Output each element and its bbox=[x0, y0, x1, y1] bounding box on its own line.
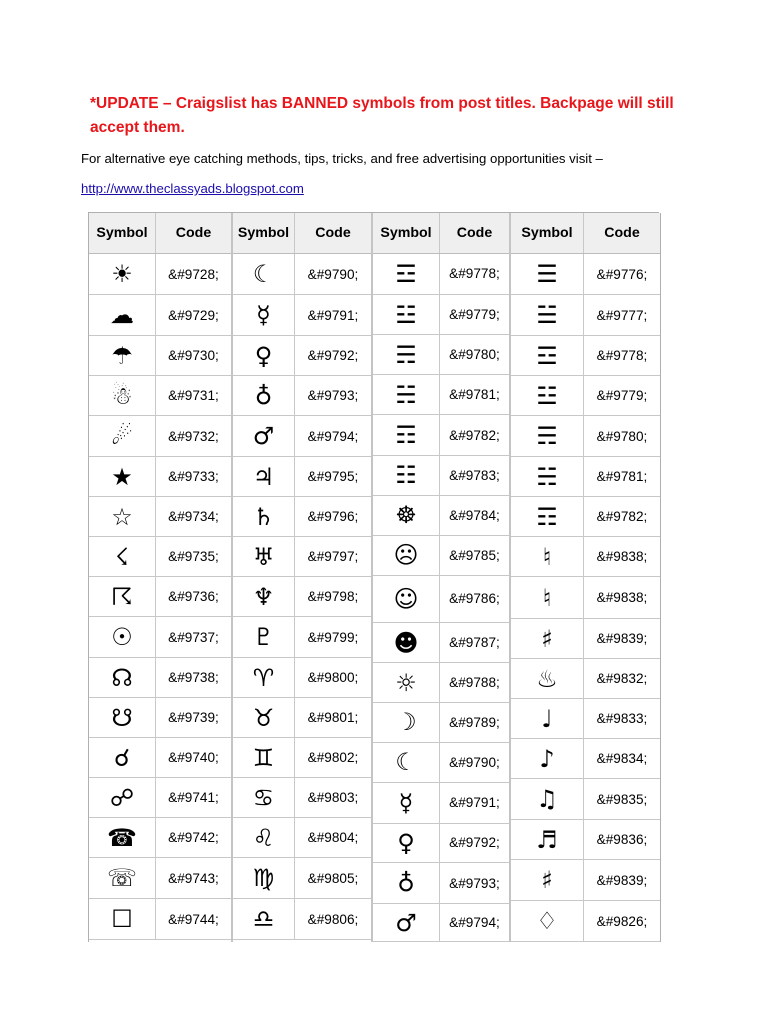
table-row bbox=[233, 858, 371, 899]
update-notice bbox=[90, 92, 690, 140]
symbol-code: &#9793; bbox=[307, 388, 359, 403]
symbol-glyph: ♬ bbox=[511, 820, 584, 859]
symbol-code: &#9839; bbox=[596, 872, 648, 888]
table-header-row bbox=[511, 213, 660, 254]
table-row bbox=[89, 336, 231, 376]
table-row bbox=[89, 457, 231, 497]
table-row bbox=[511, 457, 660, 497]
table-row bbox=[233, 899, 371, 940]
symbol-glyph: ☴ bbox=[511, 416, 584, 456]
table-row bbox=[233, 577, 371, 617]
symbol-code: &#9838; bbox=[596, 590, 648, 605]
symbol-code: &#9783; bbox=[449, 467, 500, 483]
symbol-glyph: ☵ bbox=[373, 375, 440, 414]
symbol-glyph: ☾ bbox=[233, 254, 295, 294]
table-row bbox=[89, 577, 231, 617]
symbol-glyph: ☰ bbox=[511, 254, 584, 294]
symbol-glyph: ☺ bbox=[373, 576, 440, 623]
symbol-code: &#9826; bbox=[596, 913, 648, 929]
symbol-glyph: ☏ bbox=[89, 858, 156, 898]
symbol-code: &#9835; bbox=[596, 791, 648, 807]
symbol-glyph: ☲ bbox=[511, 336, 584, 375]
code-header: Code bbox=[440, 213, 509, 253]
symbol-glyph: ☼ bbox=[373, 663, 440, 702]
table-row bbox=[89, 818, 231, 858]
symbol-code: &#9742; bbox=[168, 830, 219, 845]
symbol-glyph: ☾ bbox=[373, 743, 440, 782]
symbol-glyph: ♯ bbox=[511, 860, 584, 900]
symbol-code: &#9731; bbox=[168, 388, 219, 403]
table-row bbox=[233, 295, 371, 336]
symbol-code: &#9734; bbox=[168, 509, 219, 524]
table-row bbox=[89, 537, 231, 577]
symbol-code: &#9738; bbox=[168, 670, 219, 685]
symbol-code: &#9805; bbox=[307, 870, 359, 886]
table-row bbox=[89, 858, 231, 899]
symbol-code: &#9732; bbox=[168, 428, 219, 444]
symbol-glyph: ♨ bbox=[511, 659, 584, 698]
symbol-code: &#9799; bbox=[307, 629, 359, 645]
table-row bbox=[373, 783, 509, 824]
table-row bbox=[233, 778, 371, 818]
table-row bbox=[511, 577, 660, 619]
symbol-code: &#9786; bbox=[449, 591, 500, 607]
symbol-glyph: ♃ bbox=[233, 457, 295, 496]
table-row bbox=[373, 863, 509, 904]
table-row bbox=[233, 617, 371, 658]
table-row bbox=[89, 899, 231, 940]
table-row bbox=[233, 537, 371, 577]
symbol-code: &#9804; bbox=[307, 830, 359, 845]
table-header-row bbox=[233, 213, 371, 254]
symbol-code: &#9780; bbox=[596, 428, 648, 444]
symbol-glyph: ☆ bbox=[89, 497, 156, 536]
symbol-code: &#9739; bbox=[168, 710, 219, 725]
table-row bbox=[89, 617, 231, 658]
symbol-code: &#9736; bbox=[168, 589, 219, 604]
symbol-code: &#9839; bbox=[596, 631, 648, 646]
symbol-glyph: ☿ bbox=[233, 295, 295, 335]
symbol-code: &#9806; bbox=[307, 911, 359, 927]
table-row bbox=[233, 698, 371, 738]
table-row bbox=[511, 820, 660, 860]
symbol-glyph: ♉ bbox=[233, 698, 295, 737]
table-row bbox=[233, 457, 371, 497]
symbol-glyph: ☈ bbox=[89, 577, 156, 616]
symbol-code: &#9798; bbox=[307, 589, 359, 604]
table-row bbox=[233, 336, 371, 376]
symbol-code: &#9741; bbox=[168, 790, 219, 805]
symbol-glyph: ♂ bbox=[233, 416, 295, 456]
table-row bbox=[373, 415, 509, 456]
symbol-glyph: ☹ bbox=[373, 536, 440, 575]
symbol-code: &#9728; bbox=[168, 266, 219, 282]
symbol-code: &#9744; bbox=[168, 911, 219, 927]
symbol-code: &#9781; bbox=[596, 469, 648, 484]
table-row bbox=[511, 497, 660, 537]
symbol-glyph: ☎ bbox=[89, 818, 156, 857]
table-row bbox=[89, 497, 231, 537]
table-column-group bbox=[233, 213, 373, 942]
table-row bbox=[89, 254, 231, 295]
table-row bbox=[511, 779, 660, 820]
symbol-glyph: ☵ bbox=[511, 457, 584, 496]
table-row bbox=[373, 703, 509, 743]
symbol-code: &#9836; bbox=[596, 832, 648, 847]
symbol-glyph: ♀ bbox=[373, 824, 440, 863]
symbol-glyph: ♇ bbox=[233, 617, 295, 657]
symbol-code: &#9788; bbox=[449, 675, 500, 691]
symbol-code: &#9794; bbox=[307, 428, 359, 444]
table-row bbox=[89, 658, 231, 698]
symbol-glyph: ☷ bbox=[373, 456, 440, 495]
table-row bbox=[511, 336, 660, 376]
update-notice-line-2: accept them. bbox=[90, 119, 185, 136]
symbol-code: &#9776; bbox=[596, 266, 648, 282]
symbol-glyph: ♁ bbox=[233, 376, 295, 415]
symbol-glyph: ♩ bbox=[511, 699, 584, 738]
table-row bbox=[373, 743, 509, 783]
symbol-glyph: ☌ bbox=[89, 738, 156, 777]
table-row bbox=[233, 658, 371, 698]
symbol-code: &#9803; bbox=[307, 790, 359, 805]
table-row bbox=[511, 416, 660, 457]
table-row bbox=[511, 901, 660, 942]
update-notice-line-1: *UPDATE – Craigslist has BANNED symbols from post titles. Backpage will still bbox=[90, 95, 674, 112]
symbol-glyph: ☱ bbox=[511, 295, 584, 335]
table-row bbox=[373, 663, 509, 703]
table-row bbox=[89, 738, 231, 778]
symbol-glyph: ♆ bbox=[233, 577, 295, 616]
intro-text: For alternative eye catching methods, tips, tricks, and free advertising opportunities visit – bbox=[81, 151, 603, 166]
table-row bbox=[373, 335, 509, 375]
code-header: Code bbox=[295, 213, 371, 253]
symbol-code-table bbox=[88, 212, 659, 942]
table-row bbox=[511, 376, 660, 416]
table-row bbox=[373, 536, 509, 576]
symbol-glyph: ♈ bbox=[233, 658, 295, 697]
symbol-glyph: ☇ bbox=[89, 537, 156, 576]
symbol-code: &#9729; bbox=[168, 307, 219, 323]
symbol-glyph: ♊ bbox=[233, 738, 295, 777]
symbol-glyph: ♌ bbox=[233, 818, 295, 857]
code-header: Code bbox=[156, 213, 231, 253]
symbol-glyph: ☽ bbox=[373, 703, 440, 742]
symbol-glyph: ☶ bbox=[373, 415, 440, 455]
symbol-code: &#9782; bbox=[596, 509, 648, 524]
symbol-glyph: ♋ bbox=[233, 778, 295, 817]
symbol-code: &#9794; bbox=[449, 915, 500, 931]
symbol-glyph: ☉ bbox=[89, 617, 156, 657]
symbol-glyph: ☳ bbox=[511, 376, 584, 415]
symbol-code: &#9796; bbox=[307, 509, 359, 524]
table-row bbox=[89, 698, 231, 738]
symbol-code: &#9778; bbox=[596, 348, 648, 363]
symbol-code: &#9781; bbox=[449, 387, 500, 403]
table-row bbox=[373, 623, 509, 663]
symbol-code: &#9784; bbox=[449, 507, 500, 523]
table-row bbox=[89, 376, 231, 416]
table-column-group bbox=[511, 213, 661, 942]
symbol-glyph: ☳ bbox=[373, 295, 440, 335]
symbol-header: Symbol bbox=[89, 213, 156, 253]
symbol-glyph: ☍ bbox=[89, 778, 156, 817]
symbol-code: &#9792; bbox=[449, 835, 500, 851]
symbol-glyph: ♂ bbox=[373, 904, 440, 941]
symbol-glyph: ♎ bbox=[233, 899, 295, 939]
table-row bbox=[233, 376, 371, 416]
symbol-glyph: ☁ bbox=[89, 295, 156, 335]
symbol-glyph: ♄ bbox=[233, 497, 295, 536]
table-row bbox=[373, 824, 509, 864]
symbol-header: Symbol bbox=[233, 213, 295, 253]
table-row bbox=[373, 576, 509, 624]
table-row bbox=[233, 254, 371, 295]
symbol-glyph: ☲ bbox=[373, 254, 440, 294]
table-row bbox=[233, 818, 371, 858]
symbol-code: &#9777; bbox=[596, 307, 648, 323]
symbol-glyph: ♢ bbox=[511, 901, 584, 941]
blog-link[interactable]: http://www.theclassyads.blogspot.com bbox=[81, 181, 304, 196]
symbol-code: &#9787; bbox=[449, 635, 500, 651]
table-row bbox=[511, 619, 660, 659]
symbol-glyph: ♮ bbox=[511, 537, 584, 576]
symbol-code: &#9735; bbox=[168, 549, 219, 564]
table-row bbox=[89, 416, 231, 457]
symbol-glyph: ♮ bbox=[511, 577, 584, 618]
symbol-code: &#9780; bbox=[449, 347, 500, 363]
symbol-code: &#9782; bbox=[449, 427, 500, 443]
symbol-code: &#9792; bbox=[307, 348, 359, 363]
table-row bbox=[233, 416, 371, 457]
symbol-code: &#9800; bbox=[307, 670, 359, 685]
symbol-code: &#9801; bbox=[307, 710, 359, 725]
symbol-code: &#9791; bbox=[307, 307, 359, 323]
symbol-code: &#9790; bbox=[449, 754, 500, 770]
symbol-code: &#9779; bbox=[449, 307, 500, 323]
symbol-glyph: ♪ bbox=[511, 739, 584, 778]
table-row bbox=[233, 497, 371, 537]
table-row bbox=[233, 738, 371, 778]
symbol-code: &#9838; bbox=[596, 549, 648, 564]
table-row bbox=[89, 295, 231, 336]
symbol-code: &#9778; bbox=[449, 266, 500, 282]
table-row bbox=[373, 254, 509, 295]
symbol-glyph: ♯ bbox=[511, 619, 584, 658]
symbol-code: &#9730; bbox=[168, 348, 219, 363]
symbol-glyph: ☃ bbox=[89, 376, 156, 415]
symbol-glyph: ☀ bbox=[89, 254, 156, 294]
table-row bbox=[511, 295, 660, 336]
symbol-code: &#9737; bbox=[168, 629, 219, 645]
symbol-code: &#9802; bbox=[307, 750, 359, 765]
table-header-row bbox=[373, 213, 509, 254]
symbol-code: &#9795; bbox=[307, 469, 359, 484]
table-row bbox=[89, 778, 231, 818]
symbol-glyph: ♁ bbox=[373, 863, 440, 903]
table-row bbox=[511, 254, 660, 295]
table-row bbox=[511, 699, 660, 739]
symbol-glyph: ☿ bbox=[373, 783, 440, 823]
symbol-glyph: ♍ bbox=[233, 858, 295, 898]
symbol-glyph: ♫ bbox=[511, 779, 584, 819]
symbol-code: &#9743; bbox=[168, 870, 219, 886]
symbol-glyph: ☸ bbox=[373, 496, 440, 535]
symbol-header: Symbol bbox=[511, 213, 584, 253]
table-header-row bbox=[89, 213, 231, 254]
symbol-code: &#9797; bbox=[307, 549, 359, 564]
table-row bbox=[373, 904, 509, 942]
symbol-code: &#9785; bbox=[449, 547, 500, 563]
table-row bbox=[373, 456, 509, 496]
symbol-code: &#9834; bbox=[596, 751, 648, 766]
symbol-glyph: ☂ bbox=[89, 336, 156, 375]
symbol-code: &#9790; bbox=[307, 266, 359, 282]
symbol-glyph: ♀ bbox=[233, 336, 295, 375]
symbol-code: &#9832; bbox=[596, 671, 648, 686]
symbol-code: &#9740; bbox=[168, 750, 219, 765]
symbol-glyph: ☊ bbox=[89, 658, 156, 697]
symbol-glyph: ★ bbox=[89, 457, 156, 496]
symbol-code: &#9779; bbox=[596, 388, 648, 403]
table-row bbox=[511, 537, 660, 577]
symbol-glyph: ☴ bbox=[373, 335, 440, 374]
symbol-glyph: ☻ bbox=[373, 623, 440, 662]
symbol-code: &#9833; bbox=[596, 711, 648, 726]
table-row bbox=[511, 659, 660, 699]
symbol-header: Symbol bbox=[373, 213, 440, 253]
symbol-glyph: ♅ bbox=[233, 537, 295, 576]
table-column-group bbox=[89, 213, 233, 942]
symbol-code: &#9791; bbox=[449, 795, 500, 811]
symbol-code: &#9733; bbox=[168, 469, 219, 484]
table-row bbox=[511, 739, 660, 779]
symbol-glyph: ☶ bbox=[511, 497, 584, 536]
table-row bbox=[373, 496, 509, 536]
table-row bbox=[511, 860, 660, 901]
code-header: Code bbox=[584, 213, 660, 253]
table-column-group bbox=[373, 213, 511, 942]
table-row bbox=[373, 295, 509, 336]
symbol-glyph: ☐ bbox=[89, 899, 156, 939]
table-row bbox=[373, 375, 509, 415]
symbol-glyph: ☋ bbox=[89, 698, 156, 737]
symbol-code: &#9793; bbox=[449, 875, 500, 891]
symbol-code: &#9789; bbox=[449, 714, 500, 730]
symbol-glyph: ☄ bbox=[89, 416, 156, 456]
